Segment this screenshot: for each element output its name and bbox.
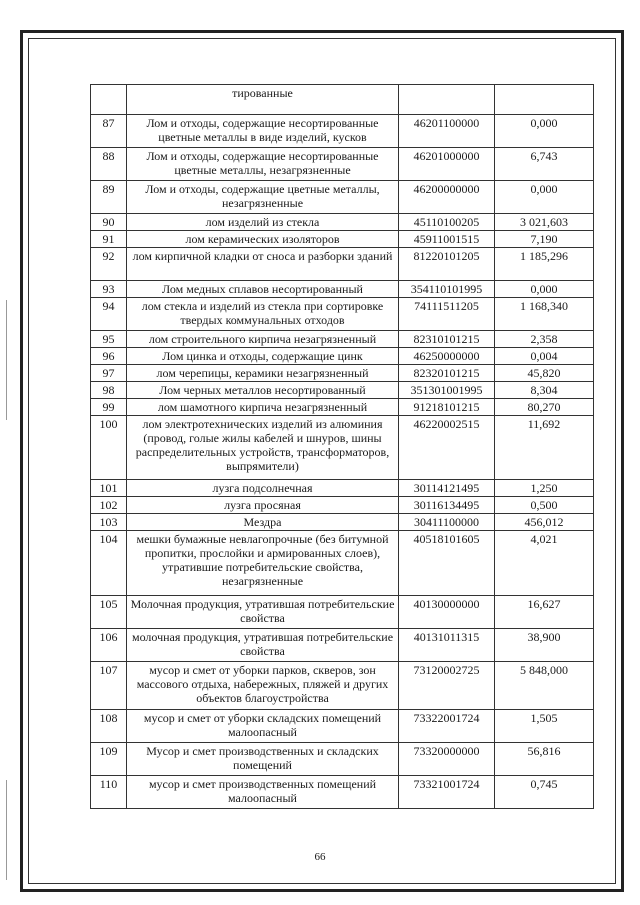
waste-code: 30114121495: [399, 480, 495, 497]
waste-name: лом кирпичной кладки от сноса и разборки зданий: [127, 248, 399, 281]
table-row: [91, 497, 594, 514]
table-row: [91, 776, 594, 809]
waste-amount: 6,743: [495, 148, 594, 181]
row-number: 101: [91, 480, 127, 497]
table-row: [91, 248, 594, 281]
waste-code: 82320101215: [399, 365, 495, 382]
waste-amount: 1,505: [495, 710, 594, 743]
waste-name: Лом и отходы, содержащие цветные металлы, незагрязненные: [127, 181, 399, 214]
waste-code: 30116134495: [399, 497, 495, 514]
table-row: [91, 281, 594, 298]
left-edge-mark: [6, 300, 7, 420]
waste-amount: 80,270: [495, 399, 594, 416]
table-row: [91, 662, 594, 710]
waste-code: 45110100205: [399, 214, 495, 231]
waste-amount: 0,000: [495, 115, 594, 148]
waste-code: 82310101215: [399, 331, 495, 348]
waste-name: Лом цинка и отходы, содержащие цинк: [127, 348, 399, 365]
waste-name: Лом и отходы, содержащие несортированные цветные металлы, незагрязненные: [127, 148, 399, 181]
table-row: [91, 480, 594, 497]
waste-amount: 1 185,296: [495, 248, 594, 281]
row-number: 89: [91, 181, 127, 214]
waste-amount: 8,304: [495, 382, 594, 399]
waste-code: 46250000000: [399, 348, 495, 365]
waste-amount: 11,692: [495, 416, 594, 480]
row-number: 87: [91, 115, 127, 148]
row-number: 95: [91, 331, 127, 348]
waste-amount: 0,000: [495, 281, 594, 298]
row-number: 103: [91, 514, 127, 531]
table-row: [91, 382, 594, 399]
waste-name: лузга просяная: [127, 497, 399, 514]
row-number: 100: [91, 416, 127, 480]
table-row: [91, 231, 594, 248]
waste-code: 30411100000: [399, 514, 495, 531]
row-number: 99: [91, 399, 127, 416]
waste-name: мусор и смет от уборки складских помещений малоопасный: [127, 710, 399, 743]
waste-amount: 456,012: [495, 514, 594, 531]
table-row: [91, 365, 594, 382]
waste-amount: 4,021: [495, 531, 594, 596]
row-number: 107: [91, 662, 127, 710]
waste-amount: 0,004: [495, 348, 594, 365]
row-number: 106: [91, 629, 127, 662]
table-row: [91, 331, 594, 348]
table-row-continuation: [91, 85, 594, 115]
waste-amount: 3 021,603: [495, 214, 594, 231]
table-row: [91, 148, 594, 181]
table-row: [91, 743, 594, 776]
waste-amount: 16,627: [495, 596, 594, 629]
waste-name: лузга подсолнечная: [127, 480, 399, 497]
waste-amount: 1,250: [495, 480, 594, 497]
table-row: [91, 214, 594, 231]
table-row: [91, 181, 594, 214]
waste-name: Мусор и смет производственных и складских помещений: [127, 743, 399, 776]
waste-code: 351301001995: [399, 382, 495, 399]
waste-code: 40130000000: [399, 596, 495, 629]
waste-name: Мездра: [127, 514, 399, 531]
waste-name: лом изделий из стекла: [127, 214, 399, 231]
waste-code: 40518101605: [399, 531, 495, 596]
waste-code: 73120002725: [399, 662, 495, 710]
waste-code: 73320000000: [399, 743, 495, 776]
waste-name: мусор и смет от уборки парков, скверов, зон массового отдыха, набережных, пляжей и других объектов благоустройства: [127, 662, 399, 710]
row-number: 90: [91, 214, 127, 231]
waste-name: лом стекла и изделий из стекла при сортировке твердых коммунальных отходов: [127, 298, 399, 331]
waste-amount: 7,190: [495, 231, 594, 248]
waste-name: молочная продукция, утратившая потребительские свойства: [127, 629, 399, 662]
waste-code: 46201000000: [399, 148, 495, 181]
waste-amount: 0,000: [495, 181, 594, 214]
waste-table: [90, 84, 594, 809]
table-row: [91, 348, 594, 365]
row-number: 97: [91, 365, 127, 382]
table-row: [91, 710, 594, 743]
row-number: 88: [91, 148, 127, 181]
waste-amount: 2,358: [495, 331, 594, 348]
waste-name: Молочная продукция, утратившая потребительские свойства: [127, 596, 399, 629]
row-number: 98: [91, 382, 127, 399]
waste-amount: 0,745: [495, 776, 594, 809]
page-number: 66: [314, 851, 326, 863]
table-row: [91, 298, 594, 331]
table-row: [91, 596, 594, 629]
table-row: [91, 399, 594, 416]
row-number: 110: [91, 776, 127, 809]
waste-code: 46201100000: [399, 115, 495, 148]
waste-name: мешки бумажные невлагопрочные (без битумной пропитки, прослойки и армированных слоев), утратившие потребительские свойства, незагрязненные: [127, 531, 399, 596]
waste-name: Лом черных металлов несортированный: [127, 382, 399, 399]
waste-amount: 56,816: [495, 743, 594, 776]
continuation-text: тированные: [127, 85, 399, 115]
row-number: 96: [91, 348, 127, 365]
waste-name: лом шамотного кирпича незагрязненный: [127, 399, 399, 416]
left-edge-mark: [6, 780, 7, 880]
waste-name: Лом медных сплавов несортированный: [127, 281, 399, 298]
row-number: 93: [91, 281, 127, 298]
row-number: 91: [91, 231, 127, 248]
waste-amount: 1 168,340: [495, 298, 594, 331]
waste-code: 81220101205: [399, 248, 495, 281]
waste-name: Лом и отходы, содержащие несортированные цветные металлы в виде изделий, кусков: [127, 115, 399, 148]
waste-code: 45911001515: [399, 231, 495, 248]
waste-code: 40131011315: [399, 629, 495, 662]
waste-name: лом черепицы, керамики незагрязненный: [127, 365, 399, 382]
row-number: 102: [91, 497, 127, 514]
table-row: [91, 514, 594, 531]
row-number: 94: [91, 298, 127, 331]
waste-code: 91218101215: [399, 399, 495, 416]
row-number: 109: [91, 743, 127, 776]
waste-name: лом электротехнических изделий из алюминия (провод, голые жилы кабелей и шнуров, шины распределительных устройств, трансформаторов, выпрямители): [127, 416, 399, 480]
row-number: 104: [91, 531, 127, 596]
waste-amount: 5 848,000: [495, 662, 594, 710]
waste-code: 73322001724: [399, 710, 495, 743]
waste-name: мусор и смет производственных помещений малоопасный: [127, 776, 399, 809]
table-row: [91, 629, 594, 662]
waste-code: 74111511205: [399, 298, 495, 331]
waste-code: 73321001724: [399, 776, 495, 809]
row-number: 92: [91, 248, 127, 281]
table-row: [91, 416, 594, 480]
waste-amount: 38,900: [495, 629, 594, 662]
row-number: 105: [91, 596, 127, 629]
table-row: [91, 115, 594, 148]
row-number: 108: [91, 710, 127, 743]
waste-name: лом керамических изоляторов: [127, 231, 399, 248]
waste-amount: 0,500: [495, 497, 594, 514]
waste-name: лом строительного кирпича незагрязненный: [127, 331, 399, 348]
waste-code: 46200000000: [399, 181, 495, 214]
table-row: [91, 531, 594, 596]
waste-amount: 45,820: [495, 365, 594, 382]
waste-code: 354110101995: [399, 281, 495, 298]
waste-code: 46220002515: [399, 416, 495, 480]
